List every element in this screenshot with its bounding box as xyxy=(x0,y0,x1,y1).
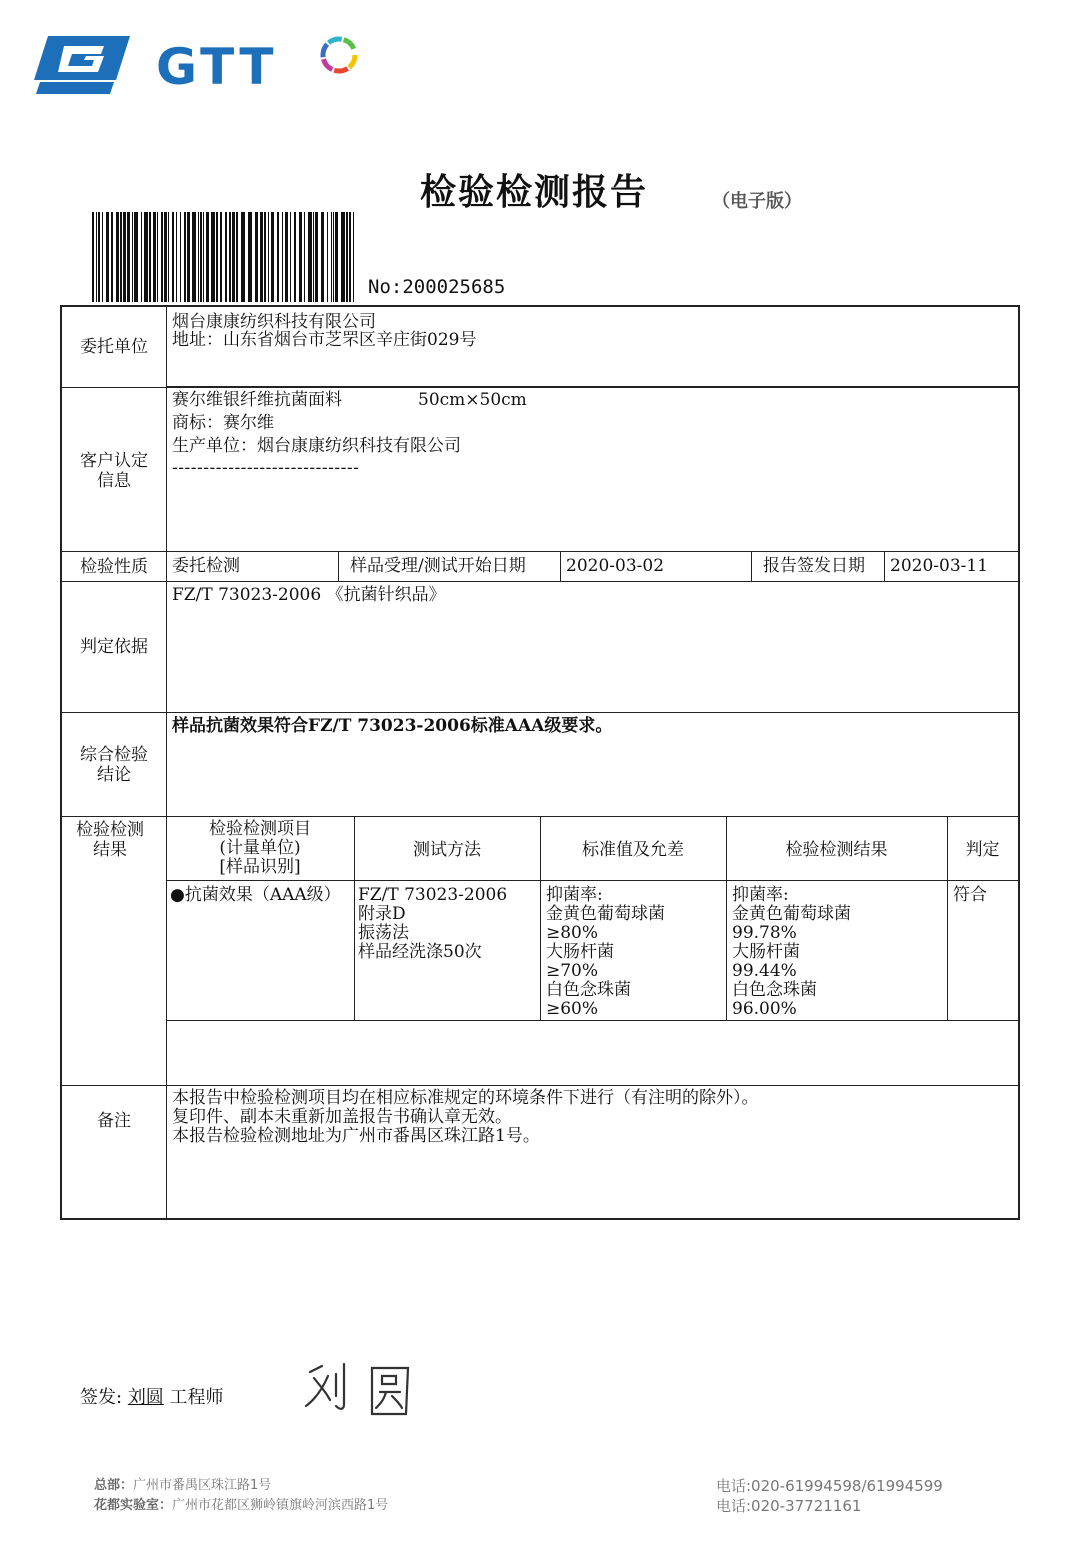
result-method xyxy=(358,886,507,962)
standard-line: 金黄色葡萄球菌 xyxy=(546,904,665,924)
standard-line: 白色念珠菌 xyxy=(546,980,631,1000)
result-line: 96.00% xyxy=(732,999,797,1019)
header-result: 检验检测结果 xyxy=(785,840,888,860)
footer-hq-label: 总部： xyxy=(94,1478,134,1493)
basis-label: 判定依据 xyxy=(80,637,148,657)
report-title: 检验检测报告 xyxy=(420,171,649,213)
conclusion-label-line1: 综合检验 xyxy=(80,745,148,765)
start-date-value: 2020-03-02 xyxy=(566,556,665,576)
header-judgement: 判定 xyxy=(965,840,1000,860)
producer: 生产单位：烟台康康纺织科技有限公司 xyxy=(172,436,461,456)
result-line: 大肠杆菌 xyxy=(732,942,800,962)
gtt-logo-mark-icon xyxy=(34,36,130,94)
gtt-logo-text: GTT xyxy=(156,38,278,96)
client-name: 烟台康康纺织科技有限公司 xyxy=(172,312,376,332)
method-line: FZ/T 73023-2006 xyxy=(358,885,508,905)
standard-line: ≥60% xyxy=(546,999,599,1019)
method-line: 附录D xyxy=(358,904,406,924)
customer-info-label-line1: 客户认定 xyxy=(80,451,148,471)
signer-title: 工程师 xyxy=(169,1387,224,1408)
basis-value: FZ/T 73023-2006 《抗菌针织品》 xyxy=(172,585,446,605)
remark-line: 本报告中检验检测项目均在相应标准规定的环境条件下进行（有注明的除外）。 xyxy=(172,1088,759,1108)
results-label-line2: 结果 xyxy=(93,840,127,860)
rainbow-ring-icon xyxy=(318,34,360,76)
report-table xyxy=(60,305,1020,1220)
customer-info-label xyxy=(62,451,166,491)
footer-hq xyxy=(94,1476,271,1496)
method-line: 样品经洗涤50次 xyxy=(358,942,482,962)
footer-lab-address: 广州市花都区狮岭镇旗岭河滨西路1号 xyxy=(172,1498,389,1513)
remark-line: 本报告检验检测地址为广州市番禺区珠江路1号。 xyxy=(172,1126,540,1146)
footer-hq-phone: 电话:020-61994598/61994599 xyxy=(716,1477,943,1495)
issue-date-label: 报告签发日期 xyxy=(763,556,865,576)
header-method: 测试方法 xyxy=(413,840,481,860)
conclusion-value: 样品抗菌效果符合FZ/T 73023-2006标准AAA级要求。 xyxy=(172,716,613,736)
customer-info-label-line2: 信息 xyxy=(97,471,131,491)
remarks-text xyxy=(172,1089,759,1146)
method-line: 振荡法 xyxy=(358,923,409,943)
remark-line: 复印件、副本未重新加盖报告书确认章无效。 xyxy=(172,1107,512,1127)
conclusion-label-line2: 结论 xyxy=(97,765,131,785)
product-name: 赛尔维银纤维抗菌面料 xyxy=(172,390,342,410)
start-date-label: 样品受理/测试开始日期 xyxy=(350,556,526,576)
client-label: 委托单位 xyxy=(80,337,148,357)
inspection-nature-value: 委托检测 xyxy=(172,556,240,576)
handwritten-signature xyxy=(300,1356,420,1420)
dash-line: ------------------------------ xyxy=(172,458,360,478)
result-line: 白色念珠菌 xyxy=(732,980,817,1000)
result-standard xyxy=(546,886,665,1019)
inspection-nature-label: 检验性质 xyxy=(80,557,148,577)
signer-name: 刘圆 xyxy=(127,1387,164,1408)
report-subtitle: （电子版） xyxy=(712,191,802,212)
footer-lab-phone: 电话:020-37721161 xyxy=(716,1497,862,1515)
result-line: 99.44% xyxy=(732,961,797,981)
issue-date-value: 2020-03-11 xyxy=(890,556,989,576)
footer-lab xyxy=(94,1496,388,1516)
remarks-label: 备注 xyxy=(97,1111,131,1131)
report-number: No:200025685 xyxy=(368,276,506,298)
product-size: 50cm×50cm xyxy=(418,390,527,410)
header-item-line2: (计量单位) xyxy=(219,838,301,858)
header-item-line3: [样品识别] xyxy=(219,857,301,877)
header-standard: 标准值及允差 xyxy=(582,840,684,860)
client-address: 地址：山东省烟台市芝罘区辛庄街029号 xyxy=(172,330,477,350)
trademark: 商标：赛尔维 xyxy=(172,413,274,433)
footer-hq-address: 广州市番禺区珠江路1号 xyxy=(133,1478,272,1493)
result-line: 99.78% xyxy=(732,923,797,943)
header-item xyxy=(166,820,354,877)
results-label xyxy=(62,820,158,860)
result-line: 金黄色葡萄球菌 xyxy=(732,904,851,924)
conclusion-label xyxy=(62,745,166,785)
barcode-icon xyxy=(92,212,360,302)
standard-line: ≥70% xyxy=(546,961,599,981)
result-values xyxy=(732,886,851,1019)
signature-label: 签发: xyxy=(80,1387,123,1408)
result-judgement: 符合 xyxy=(953,885,987,905)
standard-line: 大肠杆菌 xyxy=(546,942,614,962)
result-item: ●抗菌效果（AAA级） xyxy=(170,885,341,905)
header-item-line1: 检验检测项目 xyxy=(209,819,311,839)
footer-lab-label: 花都实验室： xyxy=(94,1498,173,1513)
signature-line xyxy=(80,1386,224,1410)
standard-line: 抑菌率: xyxy=(546,885,603,905)
result-line: 抑菌率: xyxy=(732,885,789,905)
results-label-line1: 检验检测 xyxy=(76,820,144,840)
standard-line: ≥80% xyxy=(546,923,599,943)
